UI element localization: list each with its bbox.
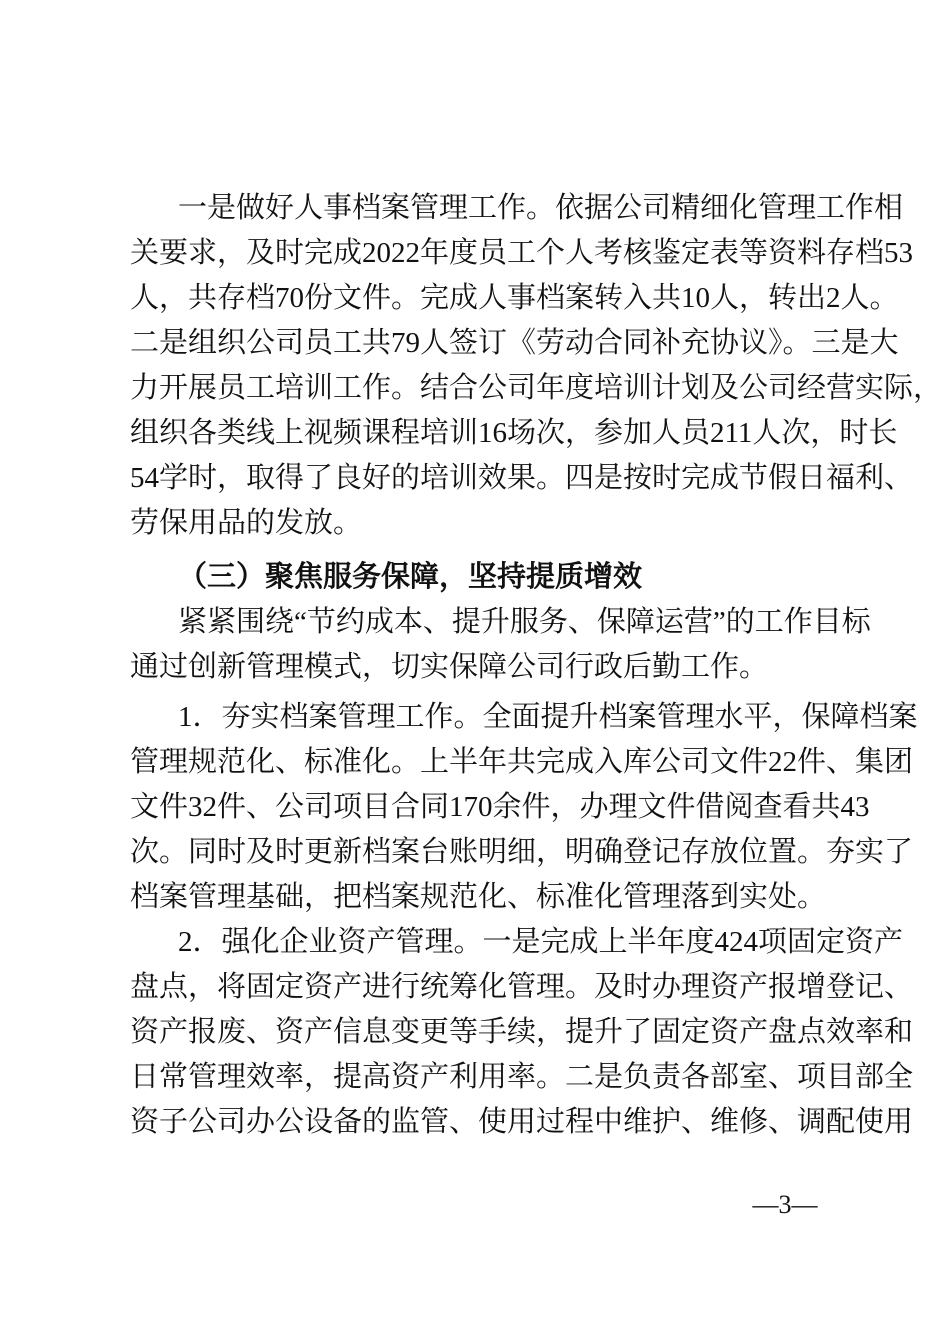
text-line: 2．强化企业资产管理。一是完成上半年度424项固定资产 [178,926,904,958]
text-line: 通过创新管理模式，切实保障公司行政后勤工作。 [130,651,769,683]
text-line: 力开展员工培训工作。结合公司年度培训计划及公司经营实际， [130,372,943,404]
text-line: 关要求，及时完成2022年度员工个人考核鉴定表等资料存档53 [130,237,914,269]
text-line: 盘点，将固定资产进行统筹化管理。及时办理资产报增登记、 [130,971,914,1003]
text-line: 人，共存档70份文件。完成人事档案转入共10人，转出2人。 [130,282,899,314]
text-line: 文件32件、公司项目合同170余件，办理文件借阅查看共43 [130,791,870,823]
section-heading: （三）聚焦服务保障，坚持提质增效 [178,561,643,593]
text-line: 劳保用品的发放。 [130,507,363,539]
text-line: 1．夯实档案管理工作。全面提升档案管理水平，保障档案 [178,701,918,733]
text-line: 54学时，取得了良好的培训效果。四是按时完成节假日福利、 [130,462,914,494]
text-line: 日常管理效率，提高资产利用率。二是负责各部室、项目部全 [130,1061,914,1093]
text-line: 资产报废、资产信息变更等手续，提升了固定资产盘点效率和 [130,1016,914,1048]
text-line: 管理规范化、标准化。上半年共完成入库公司文件22件、集团 [130,746,914,778]
text-line: 资子公司办公设备的监管、使用过程中维护、维修、调配使用 [130,1106,914,1138]
text-line: 组织各类线上视频课程培训16场次，参加人员211人次，时长 [130,417,898,449]
text-line: 二是组织公司员工共79人签订《劳动合同补充协议》。三是大 [130,327,899,359]
text-line: 一是做好人事档案管理工作。依据公司精细化管理工作相 [178,192,904,224]
text-line: 档案管理基础，把档案规范化、标准化管理落到实处。 [130,881,827,913]
page-number: —3— [752,1190,818,1219]
text-line: 次。同时及时更新档案台账明细，明确登记存放位置。夯实了 [130,836,914,868]
text-line: 紧紧围绕“节约成本、提升服务、保障运营”的工作目标 [178,606,871,638]
